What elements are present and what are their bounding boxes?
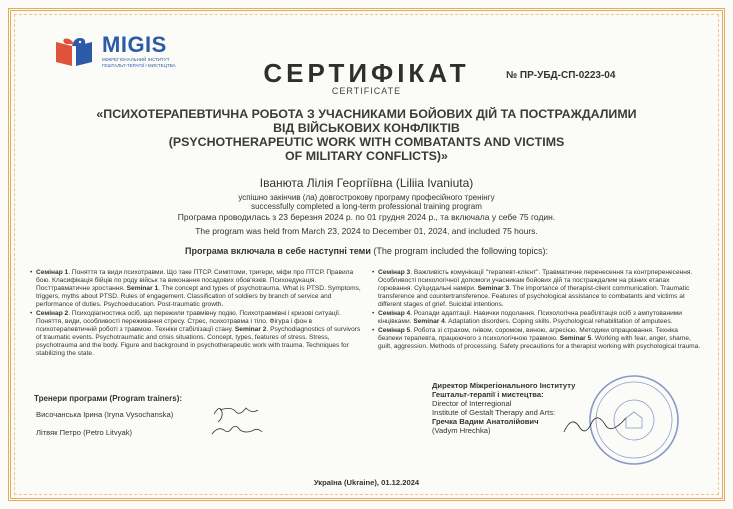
program-title-ua-line-2: ВІД ВІЙСЬКОВИХ КОНФЛІКТІВ [273,121,460,135]
participant-name: Іванюта Лілія Георгіївна (Liliia Ivaniuta) [259,176,474,190]
seminar-label-en: Seminar 5 [559,335,592,342]
certificate-number: № ПР-УБД-СП-0223-04 [506,70,616,81]
seminar-text: . Психодіагностика осіб, що пережили травмівну подію. Психотравмівні і кризові ситуації. Поняття, види, особливості переживання стресу. Стрес, психотравма і тіло. Фігура і фон в психотерапевтичній роботі з травмою. Техніки стабілізації стану. [36,310,341,333]
program-dates-ua: Програма проводилась з 23 березня 2024 р. по 01 грудня 2024 р., та включала у себе 75 годин. [177,212,556,222]
seminar-item [372,269,702,309]
seminar-text-en: . Working with fear, anger, shame, guilt, aggression. Methods of processing. Safety precautions for a therapist working with psychological trauma. [378,335,701,350]
program-title-ua-line-1: «ПСИХОТЕРАПЕВТИЧНА РОБОТА З УЧАСНИКАМИ БОЙОВИХ ДІЙ ТА ПОСТРАЖДАЛИМИ [96,107,637,121]
completion-statement-en: successfully completed a long-term professional training program [251,202,482,211]
director-title-en-1: Director of Interregional [432,399,512,408]
trainer-name: Літвяк Петро (Petro Litvyak) [36,428,133,437]
trainers-heading: Тренери програми (Program trainers): [34,394,183,403]
seminar-item [30,269,362,309]
seminar-text-en: . Adaptation disorders. Coping skills. Psychological rehabilitation of amputees. [444,318,673,325]
seminar-label-en: Seminar 3 [477,285,510,292]
topics-heading [0,246,733,256]
seminar-label-en: Seminar 4 [413,318,445,325]
seminar-label: Семінар 3 [378,269,411,276]
trainer-signatures-image [206,400,266,440]
place-and-date: Україна (Ukraine), 01.12.2024 [313,478,420,487]
bullet-icon: • [30,310,33,317]
seminar-item [372,327,702,351]
director-title-ua-1: Директор Міжрегіонального Інституту [432,381,576,390]
program-title-en-line-1: (PSYCHOTHERAPEUTIC WORK WITH COMBATANTS AND VICTIMS [168,135,565,149]
director-signature-image [560,410,630,440]
seminar-label: Семінар 5 [378,327,411,334]
seminar-item [372,310,702,326]
bullet-icon: • [372,327,375,334]
bullet-icon: • [372,310,375,317]
seminar-label: Семінар 1 [36,269,69,276]
program-title-en-line-2: OF MILITARY CONFLICTS)» [285,149,448,163]
bullet-icon: • [372,269,375,276]
certificate-subtitle: CERTIFICATE [331,86,402,96]
seminar-text-en: . Psychodiagnostics of survivors of traumatic events. Psychotraumatic and crisis situations. Concept, types, features of stress. Stress, psychotrauma and the body. Figure and background in psychotherapeutic work with trauma. Techniques for stabilizing the state. [36,326,361,357]
topics-right-column [372,269,702,352]
logo-subtitle: МІЖРЕГІОНАЛЬНИЙ ІНСТИТУТ ГЕШТАЛЬТ-ТЕРАПІЇ І МИСТЕЦТВА [102,57,176,68]
certificate-title: СЕРТИФІКАТ [263,58,470,88]
seminar-label: Семінар 4 [378,310,411,317]
seminar-label: Семінар 2 [36,310,69,317]
program-title [40,107,693,163]
seminar-label-en: Seminar 1 [126,285,159,292]
completion-statement [0,193,733,211]
director-title-en-2: Institute of Gestalt Therapy and Arts: [432,408,556,417]
seminar-text: . Розлади адаптації. Навички подолання. Психологічна реабілітація осіб з ампутованими кінцівками. [378,310,682,325]
director-name-en: (Vadym Hrechka) [432,426,491,435]
seminar-text: . Важливість комунікації "терапевт-клієнт". Травматичне перенесення та контрперенесення. Особливості психологічної допомоги учасникам бойових дій та постраждалим на різних етапах горювання. Суїцидальні наміри. [378,269,693,292]
topics-left-column [30,269,362,359]
topics-heading-ua: Програма включала в себе наступні теми [185,246,371,256]
bullet-icon: • [30,269,33,276]
topics-heading-en: (The program included the following topics): [370,246,548,256]
seminar-label-en: Seminar 2 [234,326,267,333]
completion-statement-ua: успішно закінчив (ла) довгострокову програму професійного тренінгу [238,193,495,202]
seminar-text-en: . The importance of therapist-client communication. Traumatic transference and countertransference. Features of psychological assistance to combatants and victims at different stages of grief. Suicidal intentions. [378,285,690,308]
seminar-text: . Робота зі страхом, гнівом, соромом, виною, агресією. Методики опрацювання. Техніка безпеки терапевта, працюючого з психологічною травмою. [378,327,678,342]
seminar-text: . Поняття та види психотравми. Що таке ПТСР. Симптоми, тригери, міфи про ПТСР. Правила бою. Класифікація бійців по роду військ та виконання посадових обов'язків. Психоедукація. Посттравматичне зростання. [36,269,354,292]
director-title-ua-2: Гештальт-терапії і мистецтва: [432,390,544,399]
trainer-name: Височанська Ірина (Iryna Vysochanska) [36,410,174,419]
program-dates-en: The program was held from March 23, 2024 to December 01, 2024, and included 75 hours. [195,226,538,236]
seminar-text-en: . The concept and types of psychotrauma. What is PTSD. Symptoms, triggers, myths about PTSD. Rules of engagement. Classification of soldiers by branch of service and performance of duties. Psychoeducation. Post-traumatic growth. [36,285,361,308]
logo-name: MIGIS [102,32,167,57]
seminar-item [30,310,362,358]
director-name-ua: Гречка Вадим Анатолійович [432,417,539,426]
